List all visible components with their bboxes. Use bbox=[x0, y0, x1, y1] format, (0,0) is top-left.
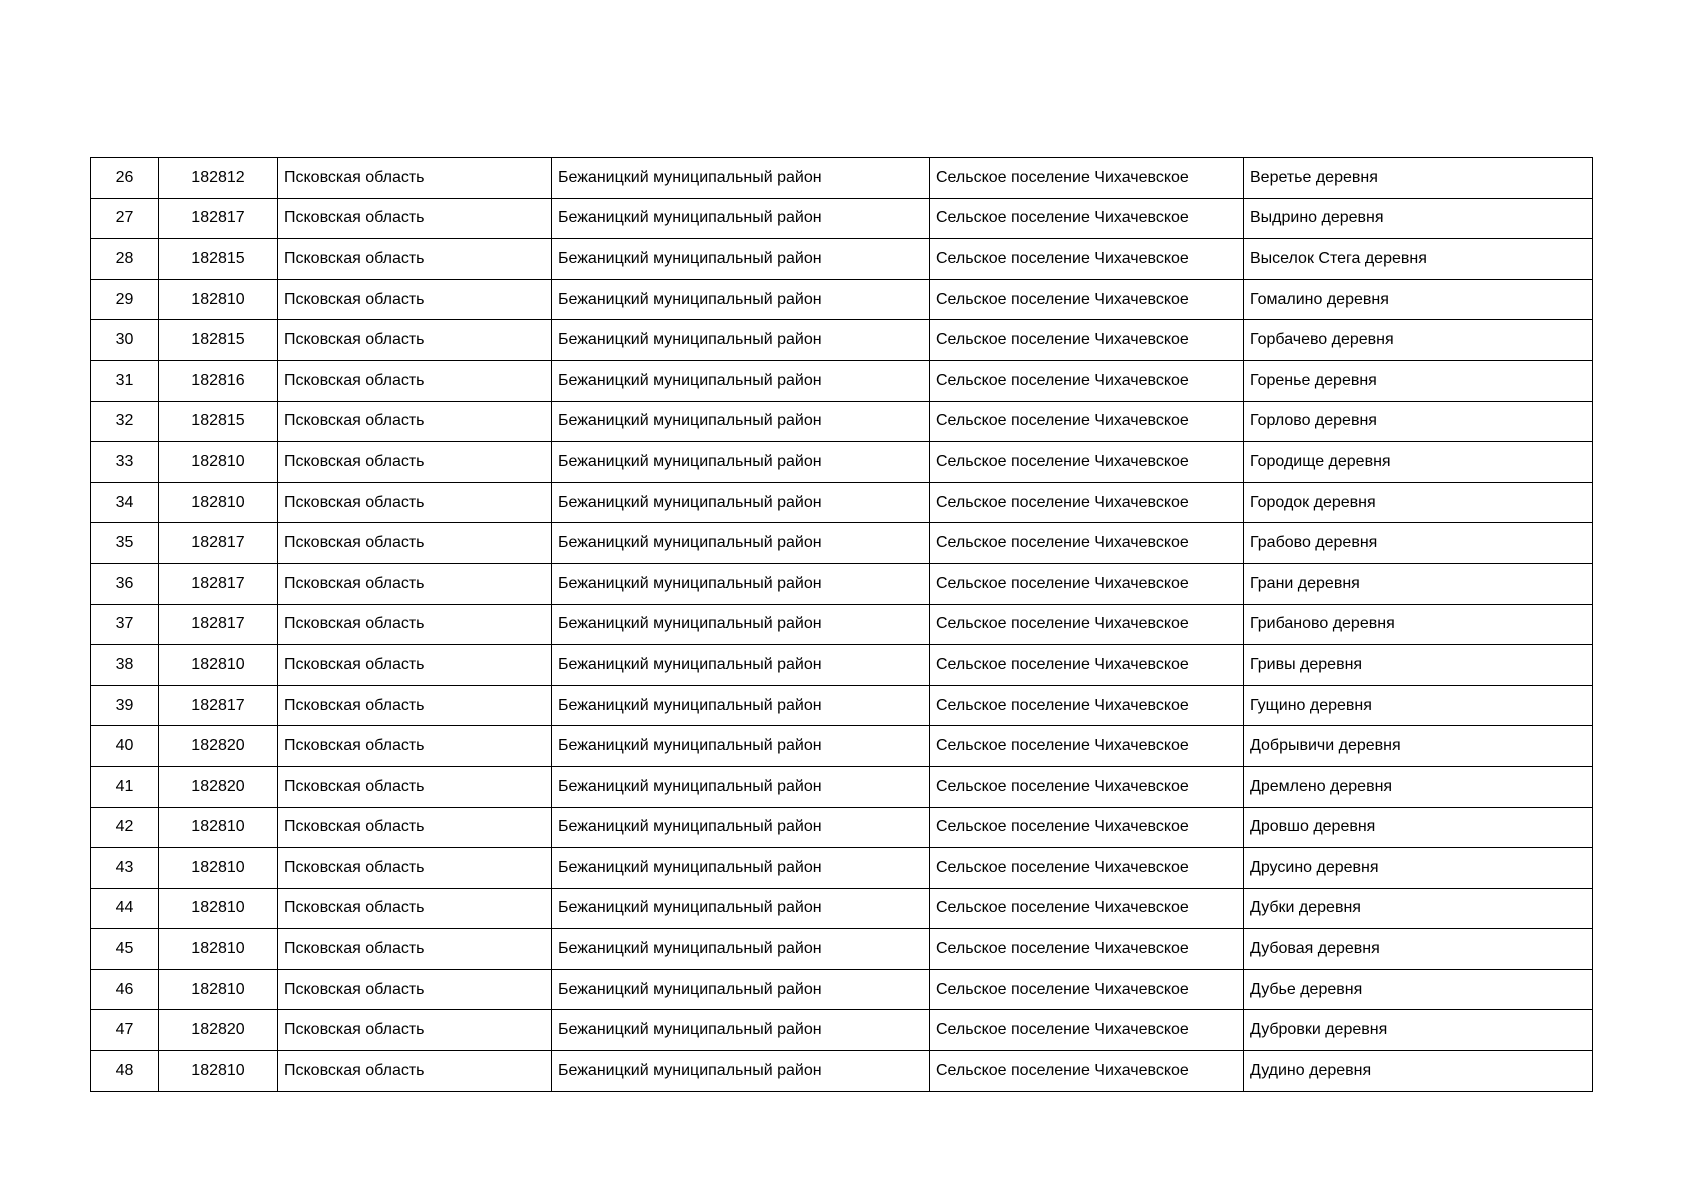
region-cell: Псковская область bbox=[278, 279, 552, 320]
region-cell: Псковская область bbox=[278, 969, 552, 1010]
row-number-cell: 27 bbox=[91, 198, 159, 239]
table-row bbox=[91, 523, 1593, 564]
row-number-cell: 31 bbox=[91, 360, 159, 401]
district-cell: Бежаницкий муниципальный район bbox=[552, 360, 930, 401]
postal-code-cell: 182817 bbox=[159, 198, 278, 239]
postal-code-cell: 182820 bbox=[159, 726, 278, 767]
locality-cell: Друсино деревня bbox=[1244, 848, 1593, 889]
postal-code-cell: 182815 bbox=[159, 239, 278, 280]
table-row bbox=[91, 1010, 1593, 1051]
row-number-cell: 39 bbox=[91, 685, 159, 726]
locality-cell: Добрывичи деревня bbox=[1244, 726, 1593, 767]
row-number-cell: 48 bbox=[91, 1051, 159, 1092]
locality-cell: Грибаново деревня bbox=[1244, 604, 1593, 645]
locality-cell: Дудино деревня bbox=[1244, 1051, 1593, 1092]
district-cell: Бежаницкий муниципальный район bbox=[552, 645, 930, 686]
district-cell: Бежаницкий муниципальный район bbox=[552, 888, 930, 929]
locality-cell: Веретье деревня bbox=[1244, 158, 1593, 199]
region-cell: Псковская область bbox=[278, 442, 552, 483]
locality-cell: Выдрино деревня bbox=[1244, 198, 1593, 239]
table-row bbox=[91, 807, 1593, 848]
settlement-cell: Сельское поселение Чихачевское bbox=[930, 807, 1244, 848]
locality-cell: Дремлено деревня bbox=[1244, 766, 1593, 807]
region-cell: Псковская область bbox=[278, 888, 552, 929]
settlement-cell: Сельское поселение Чихачевское bbox=[930, 969, 1244, 1010]
row-number-cell: 40 bbox=[91, 726, 159, 767]
table-row bbox=[91, 239, 1593, 280]
region-cell: Псковская область bbox=[278, 929, 552, 970]
district-cell: Бежаницкий муниципальный район bbox=[552, 929, 930, 970]
region-cell: Псковская область bbox=[278, 320, 552, 361]
row-number-cell: 46 bbox=[91, 969, 159, 1010]
locality-cell: Горенье деревня bbox=[1244, 360, 1593, 401]
district-cell: Бежаницкий муниципальный район bbox=[552, 685, 930, 726]
district-cell: Бежаницкий муниципальный район bbox=[552, 848, 930, 889]
settlement-cell: Сельское поселение Чихачевское bbox=[930, 848, 1244, 889]
region-cell: Псковская область bbox=[278, 158, 552, 199]
district-cell: Бежаницкий муниципальный район bbox=[552, 482, 930, 523]
postal-code-cell: 182810 bbox=[159, 482, 278, 523]
postal-code-cell: 182812 bbox=[159, 158, 278, 199]
table-row bbox=[91, 198, 1593, 239]
row-number-cell: 44 bbox=[91, 888, 159, 929]
district-cell: Бежаницкий муниципальный район bbox=[552, 1051, 930, 1092]
settlement-cell: Сельское поселение Чихачевское bbox=[930, 158, 1244, 199]
row-number-cell: 26 bbox=[91, 158, 159, 199]
district-cell: Бежаницкий муниципальный район bbox=[552, 401, 930, 442]
locality-cell: Грабово деревня bbox=[1244, 523, 1593, 564]
postal-code-cell: 182820 bbox=[159, 1010, 278, 1051]
row-number-cell: 33 bbox=[91, 442, 159, 483]
district-cell: Бежаницкий муниципальный район bbox=[552, 523, 930, 564]
locality-cell: Городище деревня bbox=[1244, 442, 1593, 483]
district-cell: Бежаницкий муниципальный район bbox=[552, 726, 930, 767]
table-row bbox=[91, 1051, 1593, 1092]
settlement-cell: Сельское поселение Чихачевское bbox=[930, 1010, 1244, 1051]
settlement-cell: Сельское поселение Чихачевское bbox=[930, 482, 1244, 523]
postal-code-cell: 182810 bbox=[159, 888, 278, 929]
settlement-cell: Сельское поселение Чихачевское bbox=[930, 685, 1244, 726]
table-row bbox=[91, 482, 1593, 523]
row-number-cell: 29 bbox=[91, 279, 159, 320]
table-row bbox=[91, 645, 1593, 686]
region-cell: Псковская область bbox=[278, 198, 552, 239]
region-cell: Псковская область bbox=[278, 1051, 552, 1092]
row-number-cell: 36 bbox=[91, 563, 159, 604]
settlement-cell: Сельское поселение Чихачевское bbox=[930, 726, 1244, 767]
region-cell: Псковская область bbox=[278, 685, 552, 726]
region-cell: Псковская область bbox=[278, 563, 552, 604]
postal-code-cell: 182816 bbox=[159, 360, 278, 401]
table-row bbox=[91, 604, 1593, 645]
district-cell: Бежаницкий муниципальный район bbox=[552, 239, 930, 280]
locality-cell: Дубровки деревня bbox=[1244, 1010, 1593, 1051]
table-row bbox=[91, 969, 1593, 1010]
district-cell: Бежаницкий муниципальный район bbox=[552, 442, 930, 483]
row-number-cell: 34 bbox=[91, 482, 159, 523]
postal-code-cell: 182817 bbox=[159, 523, 278, 564]
postal-code-cell: 182817 bbox=[159, 604, 278, 645]
row-number-cell: 30 bbox=[91, 320, 159, 361]
settlement-cell: Сельское поселение Чихачевское bbox=[930, 604, 1244, 645]
district-cell: Бежаницкий муниципальный район bbox=[552, 198, 930, 239]
table-row bbox=[91, 929, 1593, 970]
postal-code-cell: 182810 bbox=[159, 279, 278, 320]
district-cell: Бежаницкий муниципальный район bbox=[552, 604, 930, 645]
region-cell: Псковская область bbox=[278, 726, 552, 767]
district-cell: Бежаницкий муниципальный район bbox=[552, 320, 930, 361]
table-row bbox=[91, 563, 1593, 604]
locality-cell: Дубье деревня bbox=[1244, 969, 1593, 1010]
locality-cell: Гущино деревня bbox=[1244, 685, 1593, 726]
postal-code-cell: 182810 bbox=[159, 807, 278, 848]
district-cell: Бежаницкий муниципальный район bbox=[552, 279, 930, 320]
region-cell: Псковская область bbox=[278, 401, 552, 442]
district-cell: Бежаницкий муниципальный район bbox=[552, 1010, 930, 1051]
postal-code-cell: 182810 bbox=[159, 969, 278, 1010]
district-cell: Бежаницкий муниципальный район bbox=[552, 766, 930, 807]
settlement-cell: Сельское поселение Чихачевское bbox=[930, 523, 1244, 564]
region-cell: Псковская область bbox=[278, 360, 552, 401]
table-row bbox=[91, 685, 1593, 726]
table-row bbox=[91, 888, 1593, 929]
locality-cell: Дубовая деревня bbox=[1244, 929, 1593, 970]
settlement-cell: Сельское поселение Чихачевское bbox=[930, 645, 1244, 686]
row-number-cell: 28 bbox=[91, 239, 159, 280]
row-number-cell: 41 bbox=[91, 766, 159, 807]
settlement-cell: Сельское поселение Чихачевское bbox=[930, 198, 1244, 239]
district-cell: Бежаницкий муниципальный район bbox=[552, 158, 930, 199]
region-cell: Псковская область bbox=[278, 604, 552, 645]
settlement-cell: Сельское поселение Чихачевское bbox=[930, 563, 1244, 604]
district-cell: Бежаницкий муниципальный район bbox=[552, 807, 930, 848]
settlement-cell: Сельское поселение Чихачевское bbox=[930, 442, 1244, 483]
locality-cell: Городок деревня bbox=[1244, 482, 1593, 523]
postal-code-cell: 182810 bbox=[159, 645, 278, 686]
locality-cell: Горбачево деревня bbox=[1244, 320, 1593, 361]
district-cell: Бежаницкий муниципальный район bbox=[552, 563, 930, 604]
table-row bbox=[91, 320, 1593, 361]
settlements-table bbox=[90, 157, 1593, 1092]
row-number-cell: 38 bbox=[91, 645, 159, 686]
row-number-cell: 37 bbox=[91, 604, 159, 645]
region-cell: Псковская область bbox=[278, 1010, 552, 1051]
region-cell: Псковская область bbox=[278, 645, 552, 686]
settlement-cell: Сельское поселение Чихачевское bbox=[930, 279, 1244, 320]
settlement-cell: Сельское поселение Чихачевское bbox=[930, 320, 1244, 361]
settlement-cell: Сельское поселение Чихачевское bbox=[930, 360, 1244, 401]
table-row bbox=[91, 726, 1593, 767]
settlement-cell: Сельское поселение Чихачевское bbox=[930, 239, 1244, 280]
table-row bbox=[91, 401, 1593, 442]
postal-code-cell: 182810 bbox=[159, 929, 278, 970]
postal-code-cell: 182815 bbox=[159, 401, 278, 442]
locality-cell: Дровшо деревня bbox=[1244, 807, 1593, 848]
row-number-cell: 45 bbox=[91, 929, 159, 970]
postal-code-cell: 182817 bbox=[159, 685, 278, 726]
row-number-cell: 43 bbox=[91, 848, 159, 889]
region-cell: Псковская область bbox=[278, 523, 552, 564]
locality-cell: Гривы деревня bbox=[1244, 645, 1593, 686]
locality-cell: Гомалино деревня bbox=[1244, 279, 1593, 320]
locality-cell: Грани деревня bbox=[1244, 563, 1593, 604]
postal-code-cell: 182810 bbox=[159, 848, 278, 889]
settlement-cell: Сельское поселение Чихачевское bbox=[930, 766, 1244, 807]
region-cell: Псковская область bbox=[278, 848, 552, 889]
postal-code-cell: 182820 bbox=[159, 766, 278, 807]
row-number-cell: 47 bbox=[91, 1010, 159, 1051]
region-cell: Псковская область bbox=[278, 766, 552, 807]
table-row bbox=[91, 848, 1593, 889]
region-cell: Псковская область bbox=[278, 482, 552, 523]
postal-code-cell: 182810 bbox=[159, 1051, 278, 1092]
settlement-cell: Сельское поселение Чихачевское bbox=[930, 401, 1244, 442]
region-cell: Псковская область bbox=[278, 807, 552, 848]
settlement-cell: Сельское поселение Чихачевское bbox=[930, 888, 1244, 929]
region-cell: Псковская область bbox=[278, 239, 552, 280]
table-row bbox=[91, 279, 1593, 320]
settlement-cell: Сельское поселение Чихачевское bbox=[930, 929, 1244, 970]
row-number-cell: 32 bbox=[91, 401, 159, 442]
locality-cell: Дубки деревня bbox=[1244, 888, 1593, 929]
locality-cell: Горлово деревня bbox=[1244, 401, 1593, 442]
row-number-cell: 35 bbox=[91, 523, 159, 564]
table-row bbox=[91, 360, 1593, 401]
postal-code-cell: 182815 bbox=[159, 320, 278, 361]
locality-cell: Выселок Стега деревня bbox=[1244, 239, 1593, 280]
settlement-cell: Сельское поселение Чихачевское bbox=[930, 1051, 1244, 1092]
table-row bbox=[91, 442, 1593, 483]
postal-code-cell: 182810 bbox=[159, 442, 278, 483]
district-cell: Бежаницкий муниципальный район bbox=[552, 969, 930, 1010]
table-row bbox=[91, 158, 1593, 199]
table-row bbox=[91, 766, 1593, 807]
postal-code-cell: 182817 bbox=[159, 563, 278, 604]
row-number-cell: 42 bbox=[91, 807, 159, 848]
table-body bbox=[91, 158, 1593, 1092]
